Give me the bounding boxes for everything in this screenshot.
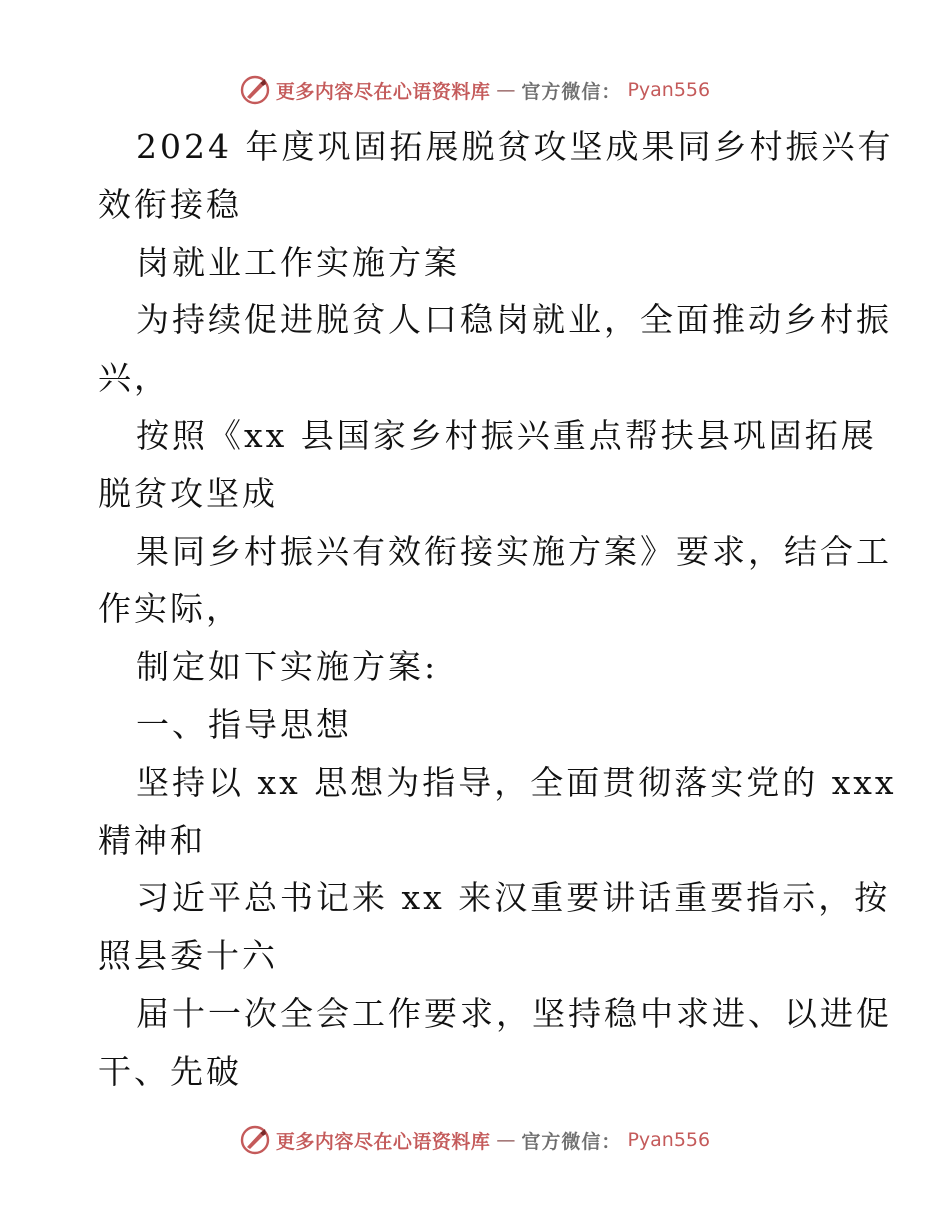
watermark-weixin-label: 官方微信： bbox=[521, 80, 622, 103]
watermark-separator: — bbox=[496, 79, 516, 101]
footer-watermark bbox=[0, 1120, 950, 1160]
document-line: 按照《xx 县国家乡村振兴重点帮扶县巩固拓展 bbox=[136, 415, 877, 455]
header-watermark bbox=[0, 70, 950, 110]
document-line: 脱贫攻坚成 bbox=[98, 473, 278, 513]
document-line: 果同乡村振兴有效衔接实施方案》要求，结合工 bbox=[136, 531, 892, 571]
document-body bbox=[98, 118, 897, 1101]
watermark-main-text: 更多内容尽在心语资料库 bbox=[275, 80, 491, 103]
document-line: 作实际， bbox=[98, 589, 242, 629]
document-line: 习近平总书记来 xx 来汉重要讲话重要指示，按 bbox=[136, 878, 891, 918]
document-line: 届十一次全会工作要求，坚持稳中求进、以进促 bbox=[136, 993, 892, 1033]
watermark-weixin-label: 官方微信： bbox=[521, 1130, 622, 1153]
document-line: 效衔接稳 bbox=[98, 184, 242, 224]
watermark-weixin-id: Pyan556 bbox=[627, 1129, 711, 1151]
watermark-main-text: 更多内容尽在心语资料库 bbox=[275, 1130, 491, 1153]
document-line: 兴， bbox=[98, 358, 170, 398]
document-line: 坚持以 xx 思想为指导，全面贯彻落实党的 xxx bbox=[136, 762, 897, 802]
document-line: 为持续促进脱贫人口稳岗就业，全面推动乡村振 bbox=[136, 300, 892, 340]
document-line: 一、指导思想 bbox=[136, 704, 352, 744]
watermark-separator: — bbox=[496, 1129, 516, 1151]
document-line: 岗就业工作实施方案 bbox=[136, 242, 460, 282]
quill-pen-logo-icon bbox=[240, 75, 270, 105]
quill-pen-logo-icon bbox=[240, 1125, 270, 1155]
document-line: 2024 年度巩固拓展脱贫攻坚成果同乡村振兴有 bbox=[136, 127, 894, 166]
document-line: 制定如下实施方案: bbox=[136, 647, 439, 687]
document-line: 干、先破 bbox=[98, 1051, 242, 1091]
document-line: 精神和 bbox=[98, 820, 206, 860]
document-line: 照县委十六 bbox=[98, 936, 278, 976]
watermark-weixin-id: Pyan556 bbox=[627, 79, 711, 101]
